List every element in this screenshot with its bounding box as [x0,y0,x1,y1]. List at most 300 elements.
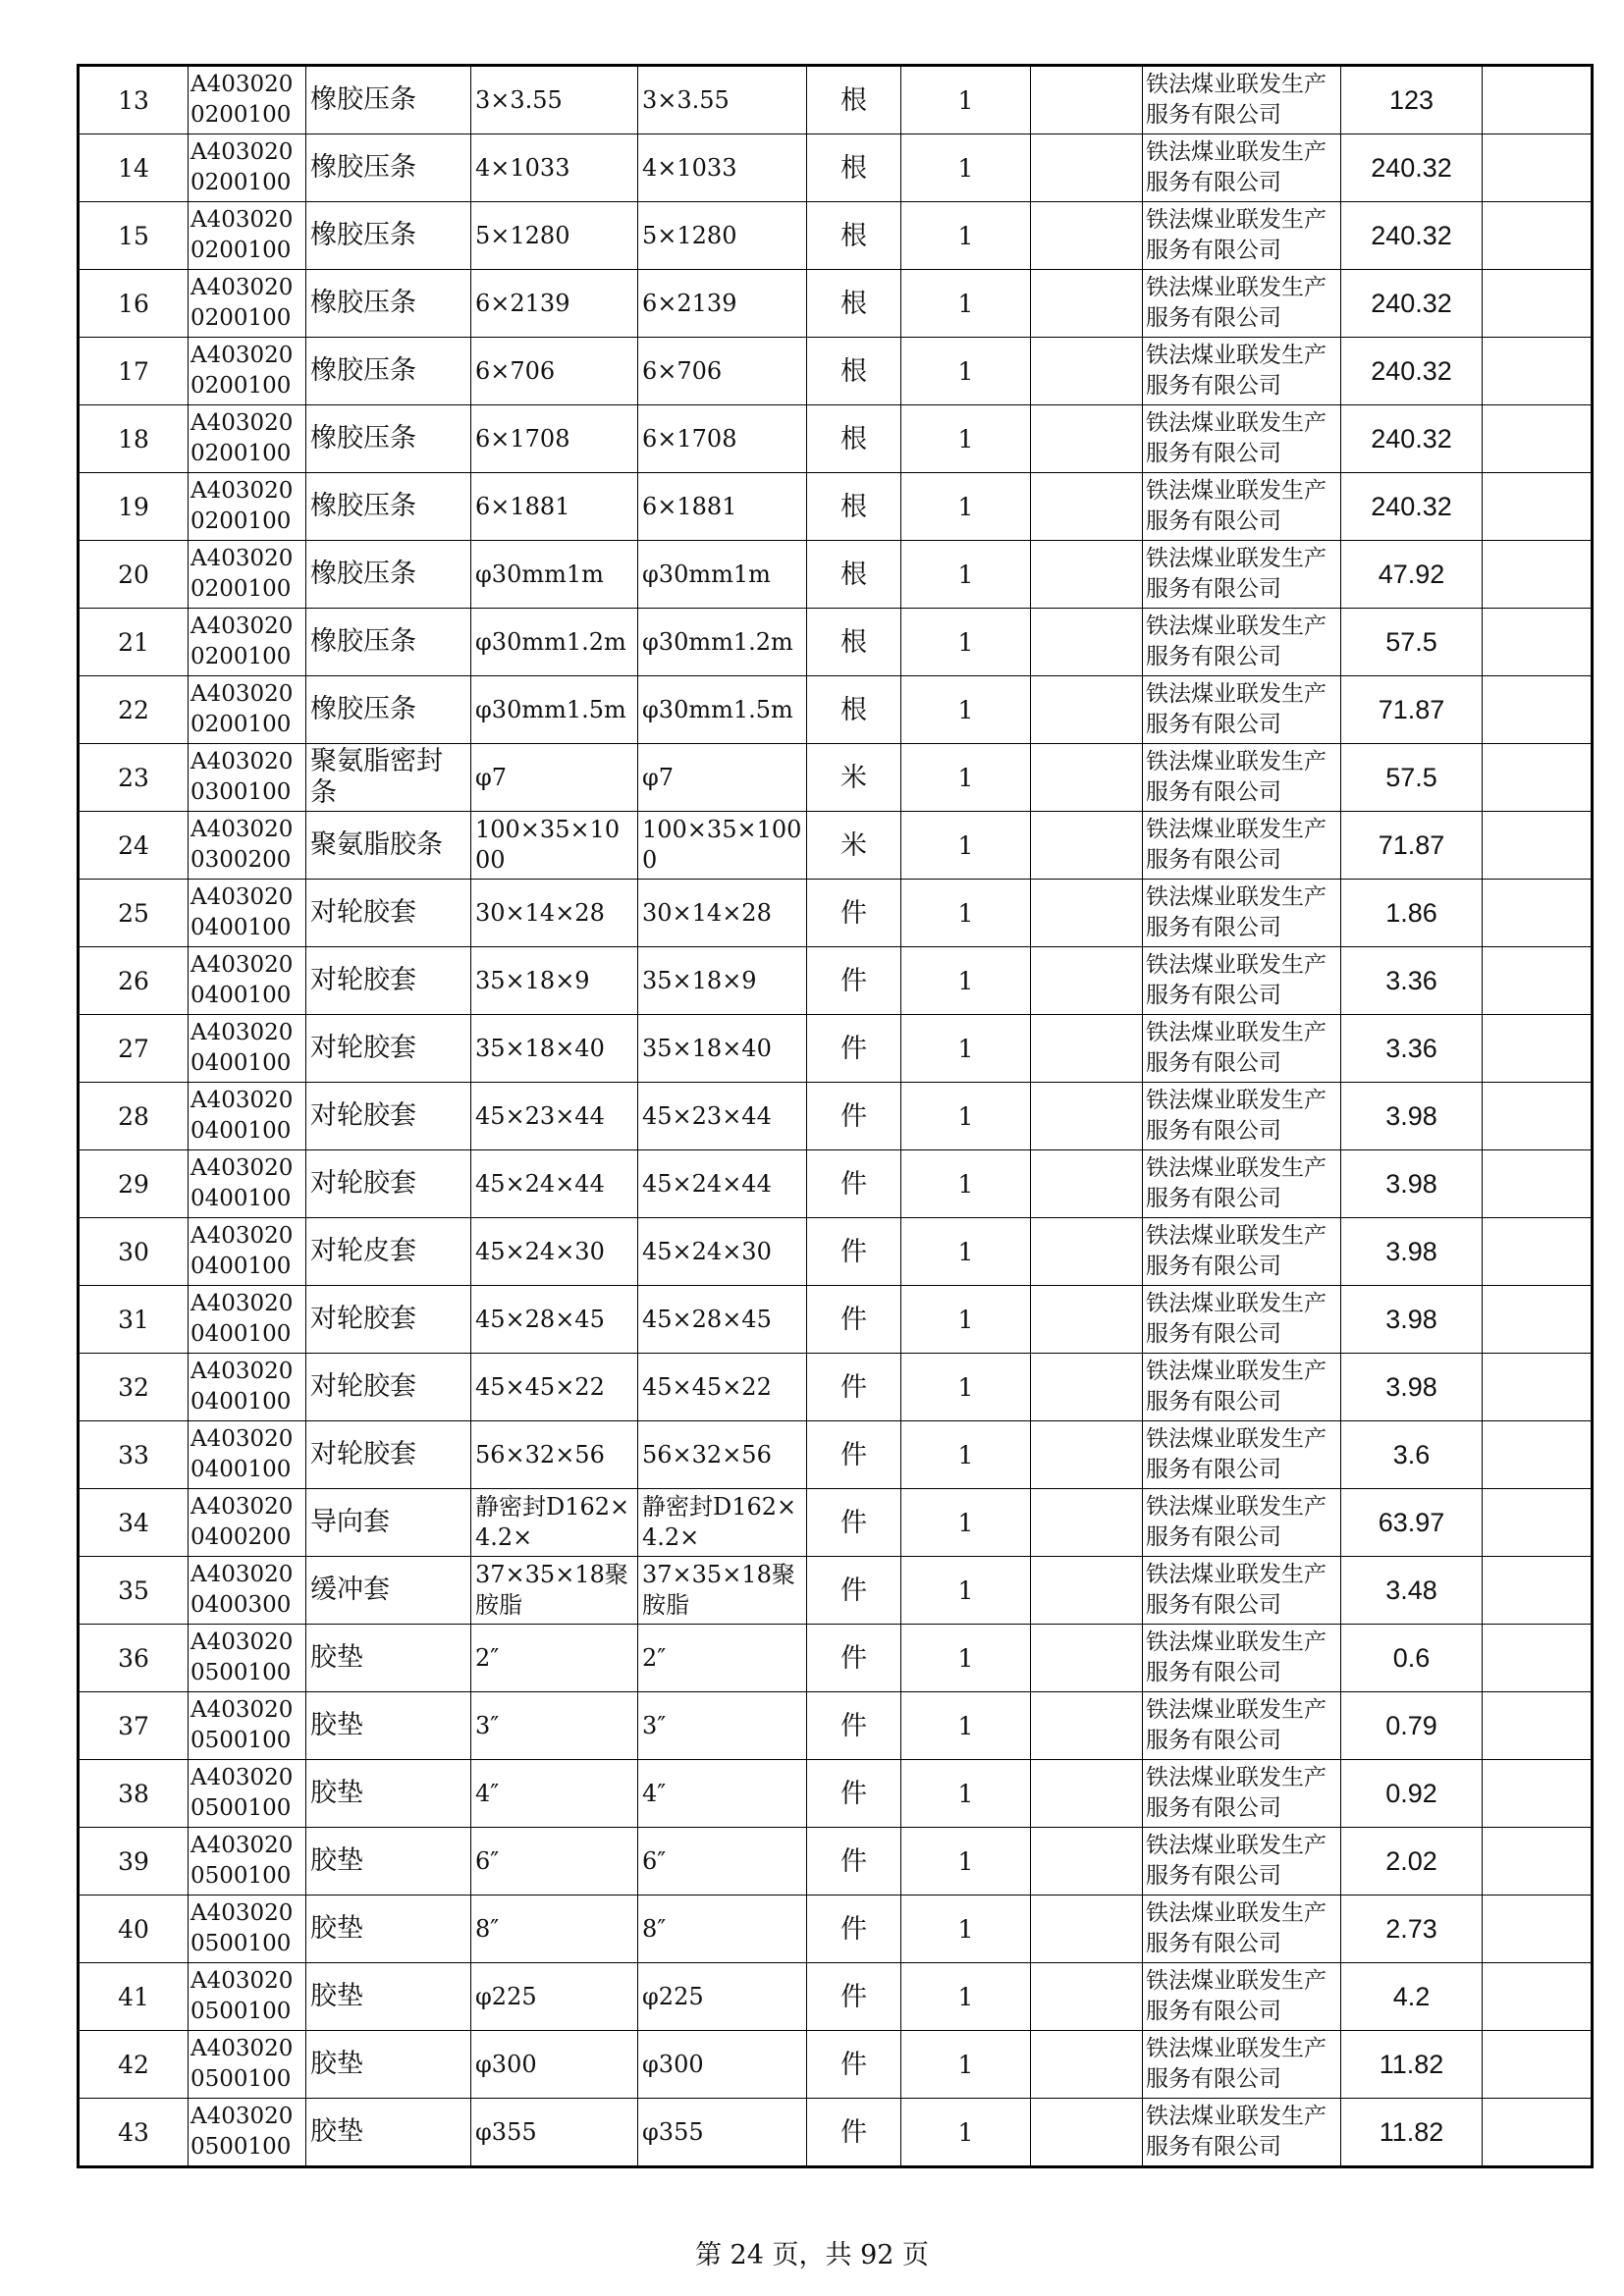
extra-cell [1483,1896,1593,1963]
spec-cell: 30×14×28 [471,880,638,947]
material-code: A4030200500100 [189,1828,306,1896]
model-cell: φ225 [638,1963,807,2031]
row-number: 24 [79,812,189,880]
supplier-cell: 铁法煤业联发生产服务有限公司 [1143,541,1341,609]
material-code: A4030200500100 [189,2031,306,2099]
model-cell: 3″ [638,1692,807,1760]
extra-cell [1483,473,1593,541]
material-code: A4030200500100 [189,2099,306,2167]
table-row [79,947,1593,1015]
note-cell [1031,1421,1143,1489]
supplier-cell: 铁法煤业联发生产服务有限公司 [1143,812,1341,880]
material-code: A4030200400100 [189,1354,306,1421]
extra-cell [1483,1015,1593,1083]
material-code: A4030200400100 [189,1015,306,1083]
row-number: 38 [79,1760,189,1828]
note-cell [1031,1625,1143,1692]
quantity-cell: 1 [901,134,1031,202]
spec-cell: 4×1033 [471,134,638,202]
quantity-cell: 1 [901,1286,1031,1354]
model-cell: 4″ [638,1760,807,1828]
row-number: 43 [79,2099,189,2167]
spec-cell: 5×1280 [471,202,638,270]
extra-cell [1483,744,1593,812]
page-footer: 第 24 页，共 92 页 [694,2240,930,2270]
table-row [79,1557,1593,1625]
table-row [79,609,1593,676]
material-name: 橡胶压条 [306,66,471,134]
extra-cell [1483,1150,1593,1218]
material-name: 胶垫 [306,1963,471,2031]
model-cell: 6×2139 [638,270,807,338]
material-code: A4030200300200 [189,812,306,880]
material-code: A4030200200100 [189,338,306,405]
note-cell [1031,880,1143,947]
unit-cell: 根 [807,202,901,270]
model-cell: 45×45×22 [638,1354,807,1421]
row-number: 30 [79,1218,189,1286]
table-row [79,1625,1593,1692]
material-name: 橡胶压条 [306,473,471,541]
material-code: A4030200500100 [189,1625,306,1692]
unit-cell: 件 [807,1896,901,1963]
supplier-cell: 铁法煤业联发生产服务有限公司 [1143,1286,1341,1354]
row-number: 33 [79,1421,189,1489]
material-name: 对轮胶套 [306,1354,471,1421]
spec-cell: 8″ [471,1896,638,1963]
model-cell: 8″ [638,1896,807,1963]
row-number: 25 [79,880,189,947]
quantity-cell: 1 [901,1896,1031,1963]
note-cell [1031,2031,1143,2099]
unit-cell: 根 [807,338,901,405]
table-row [79,1963,1593,2031]
material-code: A4030200200100 [189,134,306,202]
supplier-cell: 铁法煤业联发生产服务有限公司 [1143,1015,1341,1083]
row-number: 40 [79,1896,189,1963]
unit-cell: 件 [807,1421,901,1489]
spec-cell: 6×1881 [471,473,638,541]
row-number: 34 [79,1489,189,1557]
table-row [79,2031,1593,2099]
price-cell: 0.6 [1341,1625,1483,1692]
spec-cell: φ30mm1.2m [471,609,638,676]
row-number: 22 [79,676,189,744]
row-number: 17 [79,338,189,405]
supplier-cell: 铁法煤业联发生产服务有限公司 [1143,1692,1341,1760]
material-name: 对轮胶套 [306,880,471,947]
supplier-cell: 铁法煤业联发生产服务有限公司 [1143,66,1341,134]
material-code: A4030200200100 [189,473,306,541]
material-name: 橡胶压条 [306,541,471,609]
spec-cell: 37×35×18聚胺脂 [471,1557,638,1625]
spec-cell: 35×18×40 [471,1015,638,1083]
supplier-cell: 铁法煤业联发生产服务有限公司 [1143,1760,1341,1828]
price-cell: 240.32 [1341,473,1483,541]
spec-cell: 2″ [471,1625,638,1692]
price-cell: 0.79 [1341,1692,1483,1760]
price-cell: 71.87 [1341,676,1483,744]
unit-cell: 米 [807,744,901,812]
row-number: 23 [79,744,189,812]
quantity-cell: 1 [901,541,1031,609]
note-cell [1031,1760,1143,1828]
supplier-cell: 铁法煤业联发生产服务有限公司 [1143,1150,1341,1218]
note-cell [1031,1015,1143,1083]
row-number: 20 [79,541,189,609]
material-name: 橡胶压条 [306,676,471,744]
supplier-cell: 铁法煤业联发生产服务有限公司 [1143,1421,1341,1489]
note-cell [1031,1963,1143,2031]
table-row [79,338,1593,405]
price-cell: 47.92 [1341,541,1483,609]
note-cell [1031,947,1143,1015]
price-cell: 3.98 [1341,1083,1483,1150]
table-row [79,1150,1593,1218]
spec-cell: 6×706 [471,338,638,405]
supplier-cell: 铁法煤业联发生产服务有限公司 [1143,1083,1341,1150]
spec-cell: 6×2139 [471,270,638,338]
material-name: 胶垫 [306,2031,471,2099]
extra-cell [1483,1557,1593,1625]
material-name: 胶垫 [306,1692,471,1760]
material-code: A4030200400100 [189,1286,306,1354]
material-name: 胶垫 [306,1828,471,1896]
supplier-cell: 铁法煤业联发生产服务有限公司 [1143,880,1341,947]
model-cell: φ30mm1.2m [638,609,807,676]
extra-cell [1483,1760,1593,1828]
quantity-cell: 1 [901,812,1031,880]
unit-cell: 件 [807,1083,901,1150]
material-code: A4030200400200 [189,1489,306,1557]
model-cell: 30×14×28 [638,880,807,947]
row-number: 37 [79,1692,189,1760]
model-cell: 6″ [638,1828,807,1896]
quantity-cell: 1 [901,1625,1031,1692]
price-cell: 71.87 [1341,812,1483,880]
material-code: A4030200200100 [189,270,306,338]
price-cell: 3.48 [1341,1557,1483,1625]
quantity-cell: 1 [901,1692,1031,1760]
model-cell: 56×32×56 [638,1421,807,1489]
table-row [79,1218,1593,1286]
note-cell [1031,744,1143,812]
row-number: 15 [79,202,189,270]
model-cell: 45×23×44 [638,1083,807,1150]
unit-cell: 件 [807,880,901,947]
material-name: 橡胶压条 [306,338,471,405]
unit-cell: 根 [807,676,901,744]
unit-cell: 件 [807,947,901,1015]
table-row [79,2099,1593,2167]
note-cell [1031,270,1143,338]
table-row [79,1760,1593,1828]
unit-cell: 根 [807,609,901,676]
unit-cell: 件 [807,1760,901,1828]
supplier-cell: 铁法煤业联发生产服务有限公司 [1143,1354,1341,1421]
note-cell [1031,1286,1143,1354]
row-number: 32 [79,1354,189,1421]
material-name: 胶垫 [306,1896,471,1963]
model-cell: 35×18×40 [638,1015,807,1083]
price-cell: 3.36 [1341,1015,1483,1083]
table-row [79,1896,1593,1963]
spec-cell: φ7 [471,744,638,812]
note-cell [1031,134,1143,202]
quantity-cell: 1 [901,2031,1031,2099]
spec-cell: φ300 [471,2031,638,2099]
unit-cell: 件 [807,1354,901,1421]
spec-cell: 3″ [471,1692,638,1760]
unit-cell: 根 [807,270,901,338]
spec-cell: 56×32×56 [471,1421,638,1489]
material-name: 橡胶压条 [306,202,471,270]
price-cell: 3.98 [1341,1218,1483,1286]
extra-cell [1483,1963,1593,2031]
extra-cell [1483,676,1593,744]
material-name: 胶垫 [306,1625,471,1692]
row-number: 28 [79,1083,189,1150]
row-number: 39 [79,1828,189,1896]
note-cell [1031,676,1143,744]
spec-cell: 3×3.55 [471,66,638,134]
supplier-cell: 铁法煤业联发生产服务有限公司 [1143,1625,1341,1692]
supplier-cell: 铁法煤业联发生产服务有限公司 [1143,1896,1341,1963]
material-name: 聚氨脂胶条 [306,812,471,880]
extra-cell [1483,134,1593,202]
unit-cell: 件 [807,1625,901,1692]
model-cell: 5×1280 [638,202,807,270]
supplier-cell: 铁法煤业联发生产服务有限公司 [1143,609,1341,676]
material-code: A4030200400300 [189,1557,306,1625]
price-cell: 57.5 [1341,609,1483,676]
table-row [79,66,1593,134]
spec-cell: 静密封D162×4.2× [471,1489,638,1557]
material-name: 对轮胶套 [306,1286,471,1354]
spec-cell: 6×1708 [471,405,638,473]
unit-cell: 件 [807,2099,901,2167]
row-number: 42 [79,2031,189,2099]
price-cell: 3.98 [1341,1286,1483,1354]
row-number: 13 [79,66,189,134]
table-row [79,541,1593,609]
model-cell: 45×28×45 [638,1286,807,1354]
unit-cell: 件 [807,1557,901,1625]
spec-cell: φ30mm1.5m [471,676,638,744]
extra-cell [1483,1218,1593,1286]
unit-cell: 根 [807,541,901,609]
spec-cell: φ355 [471,2099,638,2167]
extra-cell [1483,1421,1593,1489]
spec-cell: 45×24×44 [471,1150,638,1218]
quantity-cell: 1 [901,947,1031,1015]
material-name: 对轮皮套 [306,1218,471,1286]
table-row [79,1692,1593,1760]
material-code: A4030200200100 [189,541,306,609]
quantity-cell: 1 [901,1354,1031,1421]
note-cell [1031,1150,1143,1218]
row-number: 27 [79,1015,189,1083]
quantity-cell: 1 [901,1760,1031,1828]
table-row [79,676,1593,744]
table-row [79,473,1593,541]
supplier-cell: 铁法煤业联发生产服务有限公司 [1143,1489,1341,1557]
row-number: 18 [79,405,189,473]
model-cell: 4×1033 [638,134,807,202]
extra-cell [1483,1625,1593,1692]
note-cell [1031,66,1143,134]
unit-cell: 件 [807,1150,901,1218]
model-cell: 3×3.55 [638,66,807,134]
material-code: A4030200500100 [189,1963,306,2031]
extra-cell [1483,1828,1593,1896]
price-table [77,64,1594,2168]
quantity-cell: 1 [901,609,1031,676]
quantity-cell: 1 [901,338,1031,405]
extra-cell [1483,338,1593,405]
supplier-cell: 铁法煤业联发生产服务有限公司 [1143,1963,1341,2031]
quantity-cell: 1 [901,202,1031,270]
unit-cell: 件 [807,1963,901,2031]
material-name: 缓冲套 [306,1557,471,1625]
quantity-cell: 1 [901,744,1031,812]
price-cell: 4.2 [1341,1963,1483,2031]
material-code: A4030200200100 [189,66,306,134]
model-cell: 35×18×9 [638,947,807,1015]
price-cell: 0.92 [1341,1760,1483,1828]
material-code: A4030200400100 [189,1421,306,1489]
price-cell: 11.82 [1341,2099,1483,2167]
model-cell: 37×35×18聚胺脂 [638,1557,807,1625]
material-name: 橡胶压条 [306,405,471,473]
note-cell [1031,609,1143,676]
material-code: A4030200400100 [189,1150,306,1218]
model-cell: 6×1881 [638,473,807,541]
supplier-cell: 铁法煤业联发生产服务有限公司 [1143,1557,1341,1625]
supplier-cell: 铁法煤业联发生产服务有限公司 [1143,202,1341,270]
supplier-cell: 铁法煤业联发生产服务有限公司 [1143,338,1341,405]
material-name: 对轮胶套 [306,1150,471,1218]
extra-cell [1483,2031,1593,2099]
spec-cell: 45×28×45 [471,1286,638,1354]
note-cell [1031,1828,1143,1896]
price-cell: 63.97 [1341,1489,1483,1557]
material-code: A4030200200100 [189,405,306,473]
supplier-cell: 铁法煤业联发生产服务有限公司 [1143,134,1341,202]
note-cell [1031,338,1143,405]
model-cell: φ300 [638,2031,807,2099]
unit-cell: 根 [807,134,901,202]
note-cell [1031,1218,1143,1286]
row-number: 31 [79,1286,189,1354]
note-cell [1031,1489,1143,1557]
supplier-cell: 铁法煤业联发生产服务有限公司 [1143,947,1341,1015]
model-cell: φ30mm1.5m [638,676,807,744]
extra-cell [1483,270,1593,338]
material-code: A4030200500100 [189,1692,306,1760]
model-cell: 6×706 [638,338,807,405]
quantity-cell: 1 [901,1421,1031,1489]
unit-cell: 米 [807,812,901,880]
table-row [79,744,1593,812]
unit-cell: 根 [807,405,901,473]
material-code: A4030200200100 [189,676,306,744]
unit-cell: 件 [807,1015,901,1083]
price-cell: 2.02 [1341,1828,1483,1896]
spec-cell: 100×35×1000 [471,812,638,880]
model-cell: 2″ [638,1625,807,1692]
spec-cell: 45×24×30 [471,1218,638,1286]
model-cell: φ30mm1m [638,541,807,609]
extra-cell [1483,202,1593,270]
price-cell: 11.82 [1341,2031,1483,2099]
extra-cell [1483,880,1593,947]
material-name: 对轮胶套 [306,1015,471,1083]
row-number: 26 [79,947,189,1015]
unit-cell: 件 [807,1489,901,1557]
extra-cell [1483,541,1593,609]
spec-cell: 4″ [471,1760,638,1828]
supplier-cell: 铁法煤业联发生产服务有限公司 [1143,2099,1341,2167]
note-cell [1031,1692,1143,1760]
price-cell: 2.73 [1341,1896,1483,1963]
model-cell: 45×24×44 [638,1150,807,1218]
table-row [79,1015,1593,1083]
quantity-cell: 1 [901,1828,1031,1896]
material-code: A4030200400100 [189,1218,306,1286]
note-cell [1031,1083,1143,1150]
model-cell: 6×1708 [638,405,807,473]
price-cell: 240.32 [1341,202,1483,270]
spec-cell: 45×45×22 [471,1354,638,1421]
row-number: 35 [79,1557,189,1625]
model-cell: 静密封D162×4.2× [638,1489,807,1557]
table-row [79,1286,1593,1354]
extra-cell [1483,66,1593,134]
model-cell: 100×35×1000 [638,812,807,880]
quantity-cell: 1 [901,1218,1031,1286]
spec-cell: φ225 [471,1963,638,2031]
note-cell [1031,2099,1143,2167]
quantity-cell: 1 [901,473,1031,541]
row-number: 16 [79,270,189,338]
table-row [79,1354,1593,1421]
spec-cell: 6″ [471,1828,638,1896]
table-row [79,1828,1593,1896]
price-cell: 57.5 [1341,744,1483,812]
material-name: 胶垫 [306,2099,471,2167]
extra-cell [1483,812,1593,880]
extra-cell [1483,2099,1593,2167]
material-name: 对轮胶套 [306,947,471,1015]
spec-cell: φ30mm1m [471,541,638,609]
row-number: 29 [79,1150,189,1218]
table-row [79,202,1593,270]
price-cell: 240.32 [1341,338,1483,405]
table-row [79,1421,1593,1489]
extra-cell [1483,609,1593,676]
row-number: 41 [79,1963,189,2031]
note-cell [1031,473,1143,541]
model-cell: 45×24×30 [638,1218,807,1286]
unit-cell: 件 [807,1692,901,1760]
row-number: 21 [79,609,189,676]
price-cell: 3.36 [1341,947,1483,1015]
material-code: A4030200300100 [189,744,306,812]
spec-cell: 45×23×44 [471,1083,638,1150]
extra-cell [1483,1354,1593,1421]
supplier-cell: 铁法煤业联发生产服务有限公司 [1143,270,1341,338]
